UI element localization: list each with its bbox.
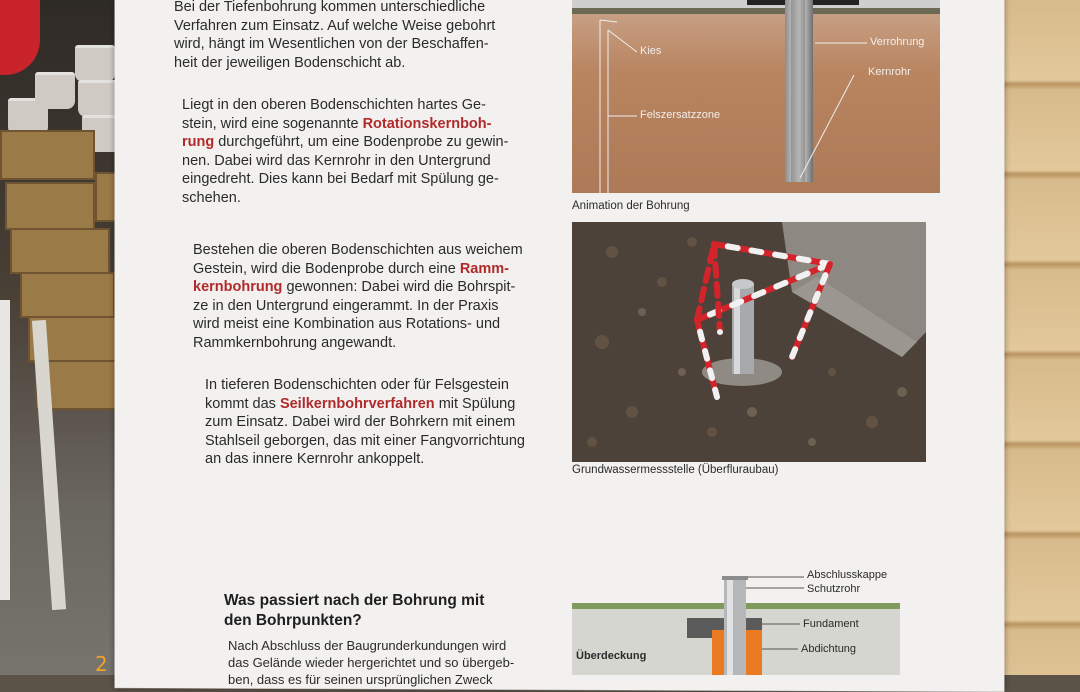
text-line: In tieferen Bodenschichten oder für Felsgestein [205, 377, 509, 393]
highlight-term: kernbohrung [193, 279, 283, 295]
wireline-drilling-paragraph [205, 376, 525, 469]
sample-crate [0, 130, 95, 180]
sample-crate [10, 228, 110, 274]
label-kernrohr: Kernrohr [868, 66, 911, 78]
well-construction-diagram [572, 560, 902, 675]
label-kies: Kies [640, 45, 662, 57]
sample-cup [75, 45, 115, 82]
ram-drilling-paragraph [193, 241, 523, 352]
section-heading: Was passiert nach der Bohrung mit den Bohrpunkten? [224, 592, 485, 629]
text-line: Verfahren zum Einsatz. Auf welche Weise gebohrt [174, 17, 496, 34]
text-line: Bestehen die oberen Bodenschichten aus weichem [193, 242, 523, 258]
highlight-term: Ramm- [459, 260, 509, 277]
figure-caption: Animation der Bohrung [572, 200, 690, 212]
text-line: wird, hängt im Wesentlichen von der Beschaffen- [174, 36, 489, 52]
text-line: schehen. [182, 189, 241, 206]
text-line: eingedreht. Dies kann bei Bedarf mit Spülung ge- [182, 171, 499, 187]
figure-caption: Grundwassermessstelle (Überfluraubau) [572, 464, 779, 476]
text-line: Stahlseil geborgen, das mit einer Fangvorrichtung [205, 432, 525, 449]
text-line: Gestein, wird die Bodenprobe durch eine Ramm- [193, 260, 509, 277]
text-line: Nach Abschluss der Baugrunderkundungen wird [228, 638, 507, 653]
highlight-term: rung [182, 134, 215, 150]
red-sign [0, 0, 40, 75]
soil-cross-section [572, 0, 940, 193]
text-line: wird meist eine Kombination aus Rotations- und [193, 316, 501, 332]
text-line: Rammkernbohrung angewandt. [193, 334, 397, 351]
text-line: Liegt in den oberen Bodenschichten hartes Ge- [182, 97, 486, 113]
text-line: kommt das Seilkernbohrverfahren mit Spülung [205, 395, 516, 412]
groundwater-well-photo [572, 222, 926, 462]
text-line: Bei der Tiefenbohrung kommen unterschiedliche [174, 0, 486, 15]
sample-cup [35, 72, 75, 109]
text-line: rung durchgeführt, um eine Bodenprobe zu gewin- [182, 134, 509, 150]
text-line: zum Einsatz. Dabei wird der Bohrkern mit einem [205, 414, 516, 430]
text-line: an das innere Kernrohr ankoppelt. [205, 451, 425, 467]
text-line: heit der jeweiligen Bodenschicht ab. [174, 54, 406, 71]
text-line: das Gelände wieder hergerichtet und so übergeb- [228, 655, 515, 670]
rotary-drilling-paragraph [182, 96, 508, 207]
label-ueberdeckung: Überdeckung [576, 650, 647, 662]
label-verrohrung: Verrohrung [870, 36, 925, 48]
aftercare-paragraph [228, 637, 514, 688]
text-line: kernbohrung gewonnen: Dabei wird die Bohrspit- [193, 279, 516, 295]
text-line: stein, wird eine sogenannte Rotationskernboh- [182, 115, 492, 132]
label-felszersatzzone: Felszersatzzone [640, 109, 721, 121]
date-stamp: 2 [95, 652, 108, 676]
text-line: ben, dass es für seinen ursprünglichen Zweck [228, 672, 493, 687]
highlight-term: Seilkernbohrverfahren [279, 395, 435, 412]
label-schutzrohr: Schutzrohr [807, 583, 861, 595]
highlight-term: Rotationskernboh- [362, 115, 492, 132]
label-abdichtung: Abdichtung [801, 643, 857, 655]
drilling-animation-figure [572, 0, 940, 193]
label-abschlusskappe: Abschlusskappe [807, 569, 888, 581]
sample-crate [5, 182, 95, 230]
sample-cup [78, 80, 118, 117]
text-line: nen. Dabei wird das Kernrohr in den Untergrund [182, 152, 491, 169]
text-line: ze in den Untergrund eingerammt. In der Praxis [193, 297, 499, 314]
well-photo-illustration [572, 222, 926, 462]
label-fundament: Fundament [803, 618, 859, 630]
intro-paragraph [174, 0, 495, 72]
